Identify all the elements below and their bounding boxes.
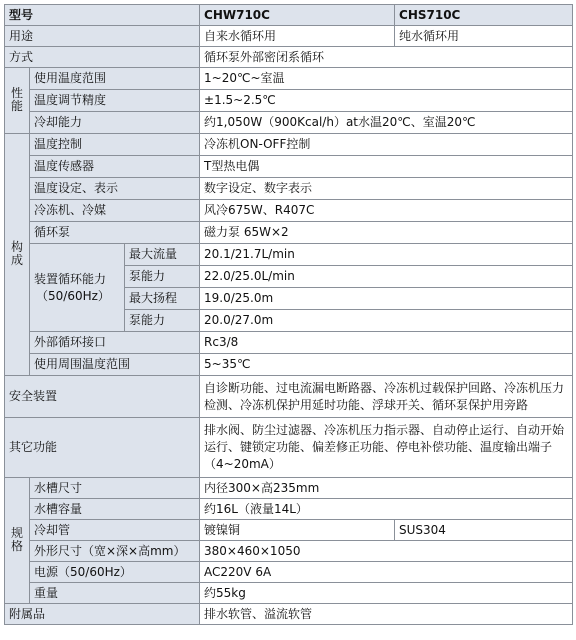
structure-label: 循环泵 <box>30 222 200 244</box>
perf-value: 约1,050W（900Kcal/h）at水温20℃、室温20℃ <box>200 112 573 134</box>
structure-row <box>5 200 573 222</box>
pump-sub-value: 19.0/25.0m <box>200 288 573 310</box>
power-value: AC220V 6A <box>200 562 573 583</box>
structure-label: 温度控制 <box>30 134 200 156</box>
structure-group-label: 构成 <box>5 134 30 376</box>
accessories-label: 附属品 <box>5 604 200 625</box>
tank-capacity-value: 约16L（液量14L） <box>200 499 573 520</box>
pump-sub-value: 20.1/21.7L/min <box>200 244 573 266</box>
structure-value: 冷冻机ON-OFF控制 <box>200 134 573 156</box>
accessories-value: 排水软管、溢流软管 <box>200 604 573 625</box>
power-label: 电源（50/60Hz） <box>30 562 200 583</box>
accessories-row <box>5 604 573 625</box>
structure-value: T型热电偶 <box>200 156 573 178</box>
method-value: 循环泵外部密闭系循环 <box>200 47 573 68</box>
tank-capacity-label: 水槽容量 <box>30 499 200 520</box>
structure-label: 使用周围温度范围 <box>30 354 200 376</box>
method-row <box>5 47 573 68</box>
other-functions-label: 其它功能 <box>5 418 200 478</box>
dimensions-label: 外形尺寸（宽×深×高mm） <box>30 541 200 562</box>
model-label: 型号 <box>5 5 200 26</box>
pump-capacity-frequency: （50/60Hz） <box>36 288 110 303</box>
pump-row <box>5 244 573 266</box>
perf-label: 使用温度范围 <box>30 68 200 90</box>
spec-row <box>5 541 573 562</box>
performance-group-label: 性能 <box>5 68 30 134</box>
spec-group-label: 规格 <box>5 478 30 604</box>
structure-row <box>5 222 573 244</box>
pump-sub-label: 泵能力 <box>125 266 200 288</box>
weight-label: 重量 <box>30 583 200 604</box>
model-header-row <box>5 5 573 26</box>
usage-value-1: 自来水循环用 <box>200 26 395 47</box>
perf-label: 温度调节精度 <box>30 90 200 112</box>
structure-row <box>5 178 573 200</box>
structure-label: 温度设定、表示 <box>30 178 200 200</box>
cooling-pipe-value-2: SUS304 <box>395 520 573 541</box>
spec-table <box>4 4 573 625</box>
perf-value: 1~20℃~室温 <box>200 68 573 90</box>
pump-sub-value: 22.0/25.0L/min <box>200 266 573 288</box>
dimensions-value: 380×460×1050 <box>200 541 573 562</box>
pump-capacity-title: 装置循环能力 <box>34 271 107 286</box>
other-functions-value: 排水阀、防尘过滤器、冷冻机压力指示器、自动停止运行、自动开始运行、键锁定功能、偏差修正功能、停电补偿功能、温度输出端子（4~20mA） <box>200 418 573 478</box>
model-chs710c: CHS710C <box>395 5 573 26</box>
structure-row <box>5 354 573 376</box>
usage-row <box>5 26 573 47</box>
tank-size-label: 水槽尺寸 <box>30 478 200 499</box>
spec-row <box>5 520 573 541</box>
spec-row <box>5 478 573 499</box>
perf-value: ±1.5~2.5℃ <box>200 90 573 112</box>
method-label: 方式 <box>5 47 200 68</box>
structure-row <box>5 134 573 156</box>
spec-row <box>5 499 573 520</box>
perf-row <box>5 112 573 134</box>
structure-value: 磁力泵 65W×2 <box>200 222 573 244</box>
other-functions-row <box>5 418 573 478</box>
perf-label: 冷却能力 <box>30 112 200 134</box>
structure-value: 风冷675W、R407C <box>200 200 573 222</box>
structure-label: 温度传感器 <box>30 156 200 178</box>
safety-row <box>5 376 573 418</box>
pump-sub-label: 最大扬程 <box>125 288 200 310</box>
pump-sub-label: 泵能力 <box>125 310 200 332</box>
spec-row <box>5 562 573 583</box>
model-chw710c: CHW710C <box>200 5 395 26</box>
pump-sub-label: 最大流量 <box>125 244 200 266</box>
usage-value-2: 纯水循环用 <box>395 26 573 47</box>
safety-value: 自诊断功能、过电流漏电断路器、冷冻机过载保护回路、冷冻机压力检测、冷冻机保护用延时功能、浮球开关、循环泵保护用旁路 <box>200 376 573 418</box>
structure-row <box>5 156 573 178</box>
perf-row <box>5 90 573 112</box>
pump-capacity-label <box>30 244 125 332</box>
cooling-pipe-label: 冷却管 <box>30 520 200 541</box>
pump-sub-value: 20.0/27.0m <box>200 310 573 332</box>
cooling-pipe-value-1: 镀镍铜 <box>200 520 395 541</box>
structure-row <box>5 332 573 354</box>
weight-value: 约55kg <box>200 583 573 604</box>
structure-value: 数字设定、数字表示 <box>200 178 573 200</box>
safety-label: 安全装置 <box>5 376 200 418</box>
structure-value: 5~35℃ <box>200 354 573 376</box>
structure-label: 外部循环接口 <box>30 332 200 354</box>
tank-size-value: 内径300×高235mm <box>200 478 573 499</box>
spec-row <box>5 583 573 604</box>
perf-row <box>5 68 573 90</box>
structure-value: Rc3/8 <box>200 332 573 354</box>
usage-label: 用途 <box>5 26 200 47</box>
structure-label: 冷冻机、冷媒 <box>30 200 200 222</box>
